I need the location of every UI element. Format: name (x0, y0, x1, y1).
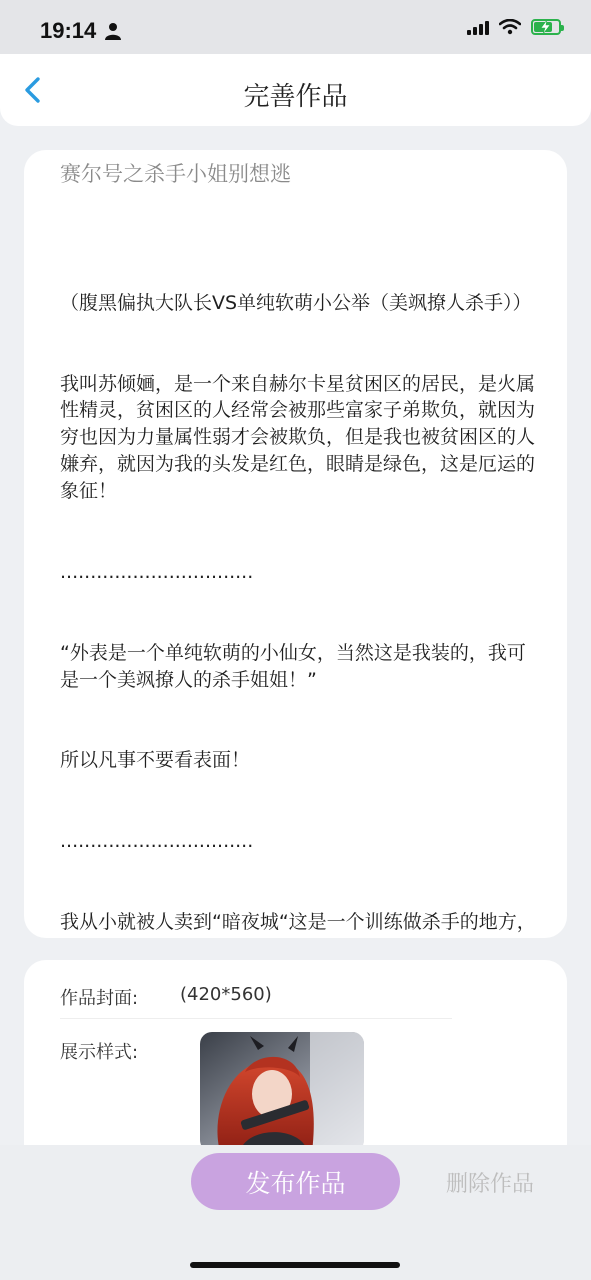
cover-label: 作品封面: (60, 988, 139, 1009)
wifi-icon (499, 19, 521, 35)
cover-image[interactable] (200, 1032, 364, 1152)
paragraph: ................................ (60, 829, 254, 852)
cover-size-hint: (420*560) (180, 984, 272, 1005)
nav-header (0, 54, 591, 126)
person-icon (104, 22, 122, 40)
publish-button[interactable]: 发布作品 (191, 1153, 400, 1210)
work-title-input[interactable]: 赛尔号之杀手小姐别想逃 (60, 162, 291, 186)
paragraph: 我从小就被人卖到“暗夜城“这是一个训练做杀手的地方， (60, 910, 536, 933)
status-icons (467, 19, 561, 35)
paragraph: （腹黑偏执大队长VS单纯软萌小公举（美飒撩人杀手）） (60, 291, 532, 314)
status-bar (0, 0, 591, 54)
paragraph: ................................ (60, 560, 254, 583)
home-indicator (190, 1262, 400, 1268)
paragraph: 所以凡事不要看表面！ (60, 749, 251, 772)
status-time: 19:14 (40, 18, 97, 43)
cellular-signal-icon (467, 19, 489, 35)
work-content-card (24, 150, 567, 938)
work-description-textarea[interactable] (60, 236, 536, 938)
divider (60, 1018, 452, 1019)
page-title: 完善作品 (243, 82, 348, 112)
paragraph: 我叫苏倾婳，是一个来自赫尔卡星贫困区的居民，是火属性精灵，贫困区的人经常会被那些富家子弟欺负，就因为穷也因为力量属性弱才会被欺负，但是我也被贫困区的人嫌弃，就因为我的头发是红色，眼睛是绿色，这是厄运的象征！ (60, 372, 536, 503)
paragraph: “外表是一个单纯软萌的小仙女，当然这是我装的，我可是一个美飒撩人的杀手姐姐！” (60, 641, 526, 691)
delete-button[interactable]: 删除作品 (446, 1172, 535, 1197)
display-style-label: 展示样式: (60, 1042, 139, 1063)
battery-icon (531, 19, 561, 35)
